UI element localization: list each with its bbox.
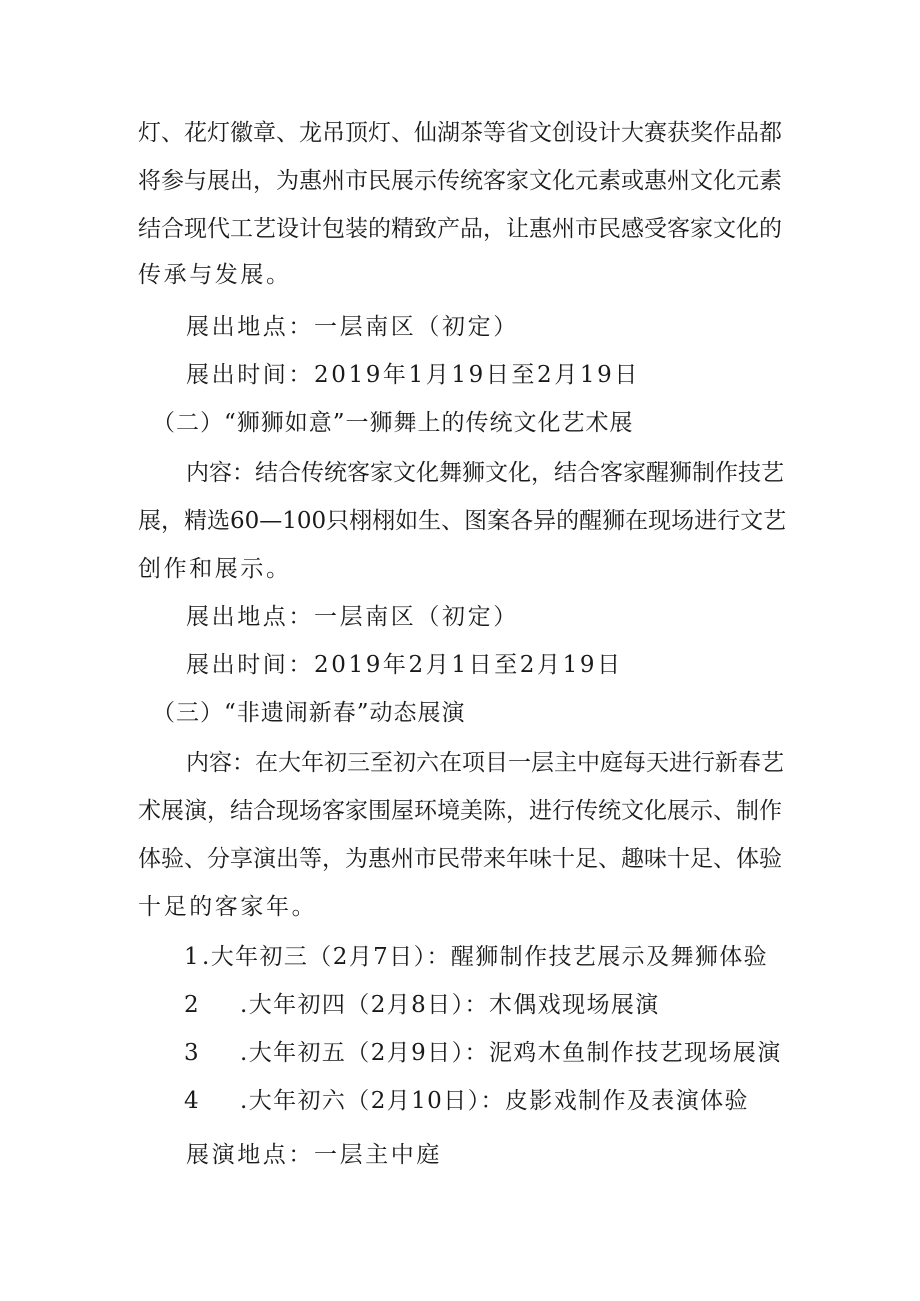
exhibit-time: 展出时间：2019年1月19日至2月19日: [186, 362, 640, 388]
list-item-number: 2: [184, 992, 199, 1018]
list-item-text: .大年初四（2月8日）：木偶戏现场展演: [240, 992, 660, 1018]
paragraph-line: 体验、分享演出等，为惠州市民带来年味十足、趣味十足、体验: [138, 846, 782, 872]
paragraph-line: 内容：结合传统客家文化舞狮文化，结合客家醒狮制作技艺: [186, 460, 784, 486]
list-item-number: 1: [184, 944, 199, 970]
section-heading: （三）“非遗闹新春”动态展演: [152, 700, 466, 726]
list-item-text: .大年初六（2月10日）：皮影戏制作及表演体验: [240, 1088, 749, 1114]
paragraph-line: 结合现代工艺设计包装的精致产品，让惠州市民感受客家文化的: [138, 216, 782, 242]
paragraph-line: 创作和展示。: [138, 556, 292, 582]
exhibit-location: 展出地点：一层南区（初定）: [186, 314, 519, 340]
list-item-text: .大年初三（2月7日）：醒狮制作技艺展示及舞狮体验: [202, 944, 769, 970]
section-heading: （二）“狮狮如意”一狮舞上的传统文化艺术展: [152, 410, 634, 436]
paragraph-line: 内容：在大年初三至初六在项目一层主中庭每天进行新春艺: [186, 750, 784, 776]
list-item-number: 3: [184, 1040, 199, 1066]
paragraph-line: 将参与展出，为惠州市民展示传统客家文化元素或惠州文化元素: [138, 168, 782, 194]
list-item-number: 4: [184, 1088, 199, 1114]
exhibit-location: 展出地点：一层南区（初定）: [186, 604, 519, 630]
paragraph-line: 十足的客家年。: [138, 894, 318, 920]
paragraph-line: 传承与发展。: [138, 262, 292, 288]
paragraph-line: 展，精选60—100只栩栩如生、图案各异的醒狮在现场进行文艺: [138, 508, 787, 534]
paragraph-line: 术展演，结合现场客家围屋环境美陈，进行传统文化展示、制作: [138, 798, 782, 824]
paragraph-line: 灯、花灯徽章、龙吊顶灯、仙湖茶等省文创设计大赛获奖作品都: [138, 120, 782, 146]
exhibit-time: 展出时间：2019年2月1日至2月19日: [186, 652, 623, 678]
performance-location: 展演地点：一层主中庭: [186, 1142, 442, 1168]
list-item-text: .大年初五（2月9日）：泥鸡木鱼制作技艺现场展演: [240, 1040, 782, 1066]
